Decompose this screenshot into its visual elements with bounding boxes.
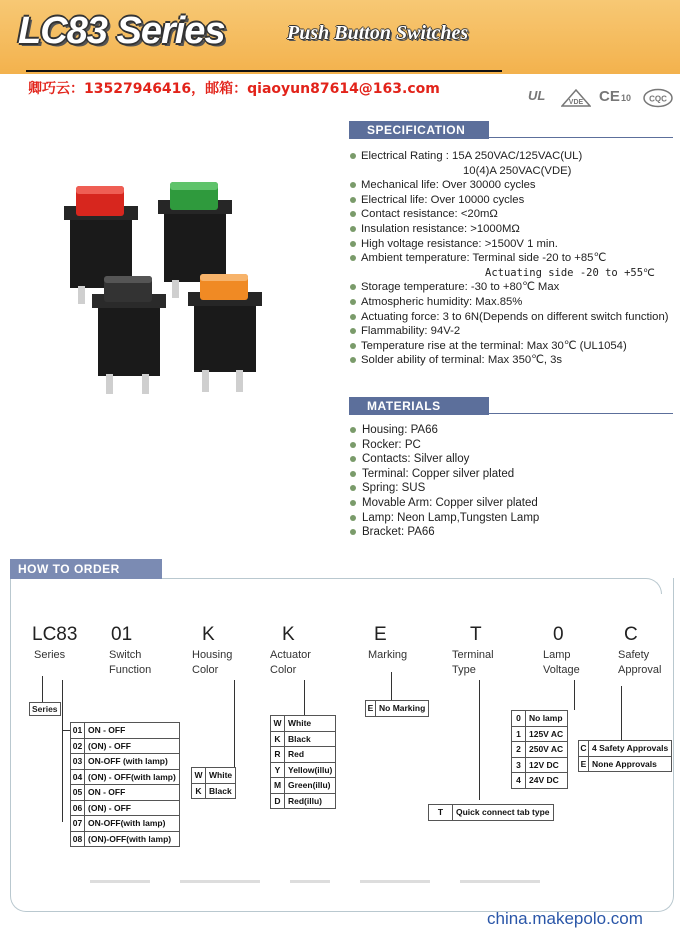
svg-text:VDE: VDE [568,99,584,106]
ce-mark-icon: CE [599,88,620,105]
order-code-actuator: K [282,624,295,645]
spec-item: 10(4)A 250VAC(VDE) [463,164,572,177]
label-safety: Safety [618,649,650,661]
material-item: Terminal: Copper silver plated [349,467,669,482]
table-row: T Quick connect tab type [429,805,554,821]
title-banner [0,0,680,74]
table-row: E No Marking [366,701,429,717]
series-title: LC83 Series [18,10,225,52]
table-row: 3 12V DC [512,757,568,773]
product-subtitle: Push Button Switches [287,22,469,44]
spec-item: Contact resistance: <20mΩ [349,207,680,222]
specification-list [349,149,680,368]
switch-function-table [70,722,180,847]
table-row: E None Approvals [579,756,672,772]
terminal-type-table [428,804,554,821]
spec-item: Ambient temperature: Terminal side -20 to +85℃ [349,251,680,266]
order-code-safety: C [624,624,638,645]
spec-item: Actuating side -20 to +55℃ [485,266,655,279]
material-item: Lamp: Neon Lamp,Tungsten Lamp [349,511,669,526]
spec-item: Temperature rise at the terminal: Max 30℃ (UL1054) [349,339,680,354]
material-item: Housing: PA66 [349,423,669,438]
material-item: Movable Arm: Copper silver plated [349,496,669,511]
order-code-function: 01 [111,624,133,645]
specification-header [349,121,669,139]
table-row: 2 250V AC [512,742,568,758]
how-to-order-header [10,559,162,579]
contact-divider [26,70,502,72]
materials-list [349,423,669,540]
table-row: R Red [271,747,336,763]
label-terminal-type: Type [452,664,476,676]
spec-item: Insulation resistance: >1000MΩ [349,222,680,237]
black-switch-illustration [92,276,166,394]
series-option-box: Series [29,702,61,716]
table-row: M Green(illu) [271,778,336,794]
table-row: D Red(illu) [271,793,336,809]
product-photo [60,180,280,400]
material-item: Rocker: PC [349,438,669,453]
spec-item: Solder ability of terminal: Max 350℃, 3s [349,353,680,368]
table-row: 08 (ON)-OFF(with lamp) [71,831,180,847]
table-row: 05 ON - OFF [71,785,180,801]
label-housing-color: Color [192,664,219,676]
table-row: K Black [271,731,336,747]
actuator-color-table [270,715,336,809]
spec-item: High voltage resistance: >1500V 1 min. [349,237,680,252]
material-item: Spring: SUS [349,481,669,496]
order-code-marking: E [374,624,387,645]
housing-color-table [191,767,236,799]
how-to-order-frame-top [162,578,662,594]
table-row: 0 No lamp [512,711,568,727]
table-row: 03 ON-OFF (with lamp) [71,754,180,770]
spec-item: Storage temperature: -30 to +80℃ Max [349,280,680,295]
spec-item: Electrical life: Over 10000 cycles [349,193,680,208]
faint-scan-artifact [90,880,550,890]
order-code-lamp: 0 [553,624,564,645]
cqc-mark-icon [642,88,674,108]
specification-title: SPECIFICATION [367,123,466,137]
table-row: C 4 Safety Approvals [579,741,672,757]
label-switch: Switch [109,649,142,661]
spec-item: Actuating force: 3 to 6N(Depends on different switch function) [349,310,680,325]
table-row: W White [271,716,336,732]
materials-header [349,397,669,415]
enec-mark-icon: 10 [621,93,632,103]
table-row: W White [192,768,236,784]
spec-item: Flammability: 94V-2 [349,324,680,339]
order-code-terminal: T [470,624,482,645]
label-terminal: Terminal [452,649,494,661]
svg-text:CQC: CQC [649,94,667,104]
table-row: 04 (ON) - OFF(with lamp) [71,769,180,785]
label-lamp: Lamp [543,649,571,661]
table-row: 4 24V DC [512,773,568,789]
order-code-housing: K [202,624,215,645]
label-series: Series [34,649,66,661]
ul-mark-icon: UL [528,88,546,103]
table-row: 07 ON-OFF(with lamp) [71,816,180,832]
material-item: Contacts: Silver alloy [349,452,669,467]
how-to-order-title: HOW TO ORDER [18,562,120,576]
certification-marks [528,88,676,108]
label-function: Function [109,664,152,676]
table-row: 1 125V AC [512,726,568,742]
source-watermark: china.makepolo.com [487,909,643,928]
table-row: 01 ON - OFF [71,723,180,739]
order-code-series: LC83 [32,624,78,645]
orange-switch-illustration [188,274,262,392]
safety-approval-table [578,740,672,772]
lamp-voltage-table [511,710,568,789]
label-safety-approval: Approval [618,664,662,676]
table-row: 02 (ON) - OFF [71,738,180,754]
label-marking: Marking [368,649,408,661]
table-row: 06 (ON) - OFF [71,800,180,816]
material-item: Bracket: PA66 [349,525,669,540]
marking-table [365,700,429,717]
vde-mark-icon [561,89,591,107]
spec-item: Electrical Rating : 15A 250VAC/125VAC(UL) [349,149,680,164]
spec-item: Atmospheric humidity: Max.85% [349,295,680,310]
label-actuator: Actuator [270,649,311,661]
table-row: K Black [192,783,236,799]
contact-info: 卿巧云：13527946416，邮箱：qiaoyun87614@163.com [28,81,440,97]
label-actuator-color: Color [270,664,297,676]
table-row: Y Yellow(illu) [271,762,336,778]
label-lamp-voltage: Voltage [543,664,580,676]
spec-item: Mechanical life: Over 30000 cycles [349,178,680,193]
label-housing: Housing [192,649,233,661]
materials-title: MATERIALS [367,399,441,413]
